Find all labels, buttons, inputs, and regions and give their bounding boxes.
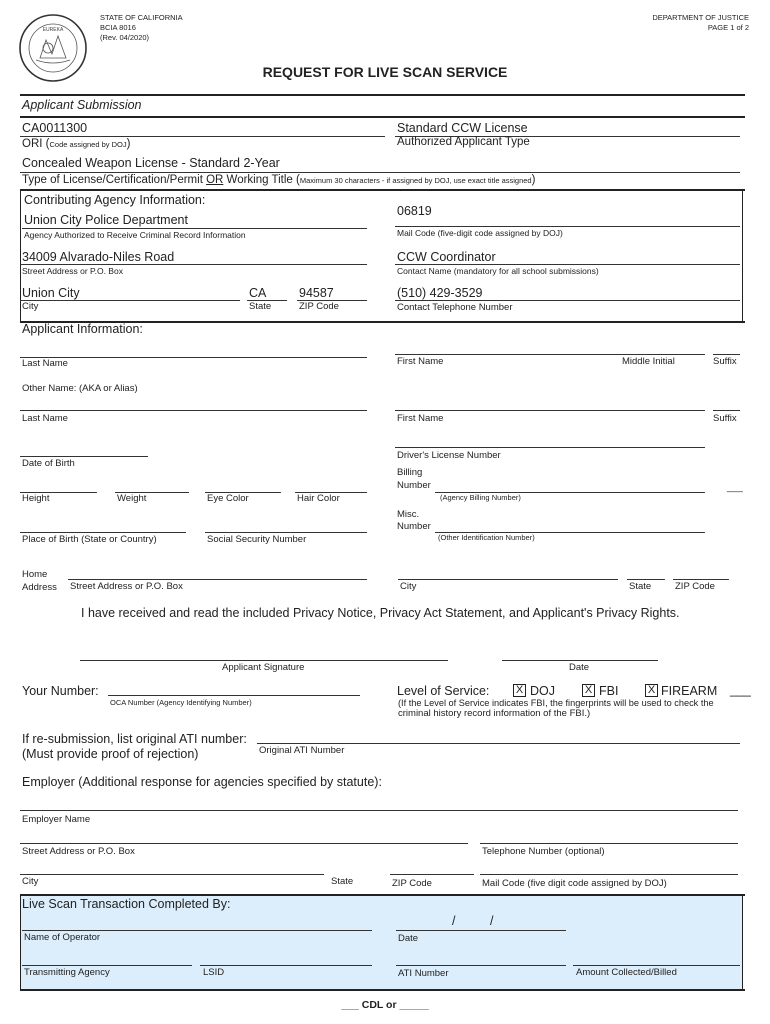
contact-phone-label: Contact Telephone Number [397,302,513,313]
aka-suffix-input[interactable] [713,396,740,410]
submission-rule [20,116,745,118]
lsid-input[interactable] [202,951,370,965]
agency-street-value[interactable]: 34009 Alvarado-Niles Road [22,250,175,264]
ssn-input[interactable] [207,518,365,532]
employer-phone-label: Telephone Number (optional) [482,846,605,857]
dob-input[interactable] [22,442,146,456]
home-zip-input[interactable] [675,565,727,579]
agency-name-label: Agency Authorized to Receive Criminal Record Information [24,230,246,240]
applicant-section-title: Applicant Information: [22,322,143,336]
last-name-input[interactable] [22,342,366,356]
revision-date: (Rev. 04/2020) [100,33,150,42]
privacy-statement: I have received and read the included Privacy Notice, Privacy Act Statement, and Applicant's Privacy Rights. [81,606,680,620]
oca-number-input[interactable] [110,681,358,695]
operator-name-label: Name of Operator [24,932,101,943]
hair-color-label: Hair Color [297,493,340,504]
employer-zip-label: ZIP Code [392,878,432,889]
firearm-dash: ___ [730,683,751,697]
signature-date-label: Date [569,662,590,673]
firearm-label: FIREARM [661,684,718,698]
weight-label: Weight [117,493,147,504]
date-separator-1: / [452,914,456,928]
drivers-license-input[interactable] [397,433,703,447]
resubmission-label: If re-submission, list original ATI number: [22,732,247,746]
employer-phone-input[interactable] [482,828,736,842]
mail-code-value[interactable]: 06819 [397,204,432,218]
home-label: Home [22,569,48,580]
license-type-value[interactable]: Concealed Weapon License - Standard 2-Year [22,156,280,170]
transmitting-agency-input[interactable] [24,951,188,965]
home-city-label: City [400,581,417,592]
home-zip-label: ZIP Code [675,581,715,592]
agency-zip-label: ZIP Code [299,301,339,312]
pob-label: Place of Birth (State or Country) [22,534,157,545]
agency-street-label: Street Address or P.O. Box [22,266,123,276]
signature-label: Applicant Signature [222,662,305,673]
contact-name-label: Contact Name (mandatory for all school submissions) [397,266,599,276]
original-ati-input[interactable] [259,729,737,743]
billing-label-2: Number [397,480,431,491]
middle-initial-label: Middle Initial [622,356,675,367]
ori-value[interactable]: CA0011300 [22,121,88,135]
employer-zip-input[interactable] [392,860,472,874]
cdl-footer: ___ CDL or _____ [341,999,429,1011]
doj-checkbox[interactable]: X [513,684,526,697]
contact-phone-value[interactable]: (510) 429-3529 [397,286,483,300]
firearm-checkbox[interactable]: X [645,684,658,697]
employer-mail-code-label: Mail Code (five digit code assigned by DOJ) [482,878,667,889]
form-number: BCIA 8016 [100,23,136,32]
amount-label: Amount Collected/Billed [576,967,677,978]
operator-name-input[interactable] [24,915,370,929]
mail-code-label: Mail Code (five-digit code assigned by DOJ) [397,228,563,238]
height-label: Height [22,493,50,504]
misc-number-input[interactable] [437,518,703,532]
misc-label: Misc. [397,509,420,520]
resubmission-note: (Must provide proof of rejection) [22,747,199,761]
billing-dash: ___ [727,482,743,493]
fbi-label: FBI [599,684,619,698]
drivers-license-label: Driver's License Number [397,450,501,461]
eye-color-label: Eye Color [207,493,249,504]
contact-name-value[interactable]: CCW Coordinator [397,250,496,264]
license-type-label: Type of License/Certification/Permit OR Working Title (Maximum 30 characters - if assigned by DOJ, use exact title assigned) [22,174,536,186]
oca-label: OCA Number (Agency Identifying Number) [110,698,252,707]
home-label-2: Address [22,582,57,593]
submission-section-title: Applicant Submission [22,98,142,112]
home-street-label: Street Address or P.O. Box [70,581,183,592]
home-state-label: State [629,581,652,592]
employer-street-input[interactable] [22,828,466,842]
employer-state-label: State [331,876,354,887]
suffix-label: Suffix [713,356,737,367]
fbi-checkbox[interactable]: X [582,684,595,697]
height-input[interactable] [22,478,94,492]
employer-name-input[interactable] [22,795,734,809]
top-rule [20,94,745,96]
date-separator-2: / [490,914,494,928]
billing-number-input[interactable] [437,478,703,492]
misc-sublabel: (Other Identification Number) [438,533,535,542]
applicant-type-value[interactable]: Standard CCW License [397,121,528,135]
misc-label-2: Number [397,521,431,532]
suffix-input[interactable] [713,340,740,354]
agency-city-value[interactable]: Union City [22,286,80,300]
first-name-label: First Name [397,356,444,367]
pob-input[interactable] [22,518,184,532]
employer-city-label: City [22,876,39,887]
signature-date-line[interactable] [502,660,658,661]
other-name-label: Other Name: (AKA or Alias) [22,383,138,394]
aka-first-name-label: First Name [397,413,444,424]
ssn-label: Social Security Number [207,534,307,545]
fbi-note-2: criminal history record information of the FBI.) [398,708,591,719]
lsid-label: LSID [203,967,225,978]
agency-zip-value[interactable]: 94587 [299,286,334,300]
ati-number-label: ATI Number [398,968,449,979]
doj-label: DOJ [530,684,555,698]
employer-mail-code-input[interactable] [482,860,736,874]
billing-sublabel: (Agency Billing Number) [440,493,521,502]
live-scan-section-title: Live Scan Transaction Completed By: [22,897,231,911]
ati-number-input[interactable] [398,951,562,965]
first-name-input[interactable] [397,340,697,354]
fbi-note: (If the Level of Service indicates FBI, the fingerprints will be used to check the [398,698,714,708]
your-number-label: Your Number: [22,684,99,698]
agency-section-title: Contributing Agency Information: [24,193,206,207]
last-name-label: Last Name [22,358,68,369]
aka-first-name-input[interactable] [397,396,697,410]
weight-input[interactable] [117,478,187,492]
amount-input[interactable] [575,951,737,965]
transaction-date-input[interactable] [398,915,564,929]
ori-label: ORI (Code assigned by DOJ) [22,138,131,150]
original-ati-label: Original ATI Number [259,745,345,756]
hair-color-input[interactable] [297,478,365,492]
aka-last-name-label: Last Name [22,413,68,424]
home-state-input[interactable] [629,565,663,579]
agency-name-value[interactable]: Union City Police Department [24,213,188,227]
agency-state-value[interactable]: CA [249,286,267,300]
transmitting-agency-label: Transmitting Agency [24,967,110,978]
agency-state-label: State [249,301,272,312]
employer-city-input[interactable] [22,860,322,874]
employer-name-label: Employer Name [22,814,91,825]
department-label: DEPARTMENT OF JUSTICE [652,13,749,22]
agency-city-label: City [22,301,39,312]
page-title: REQUEST FOR LIVE SCAN SERVICE [262,64,508,80]
level-of-service-label: Level of Service: [397,684,490,698]
employer-section-title: Employer (Additional response for agencies specified by statute): [22,775,382,789]
applicant-type-label: Authorized Applicant Type [397,136,530,148]
billing-label: Billing [397,467,423,478]
aka-last-name-input[interactable] [22,396,366,410]
home-street-input[interactable] [70,565,364,579]
transaction-date-label: Date [398,933,419,944]
aka-suffix-label: Suffix [713,413,737,424]
employer-street-label: Street Address or P.O. Box [22,846,135,857]
svg-text:EUREKA: EUREKA [42,27,64,33]
eye-color-input[interactable] [207,478,279,492]
dob-label: Date of Birth [22,458,75,469]
state-label: STATE OF CALIFORNIA [100,13,183,22]
signature-line[interactable] [80,660,448,661]
page-number: PAGE 1 of 2 [707,23,749,32]
home-city-input[interactable] [400,565,616,579]
